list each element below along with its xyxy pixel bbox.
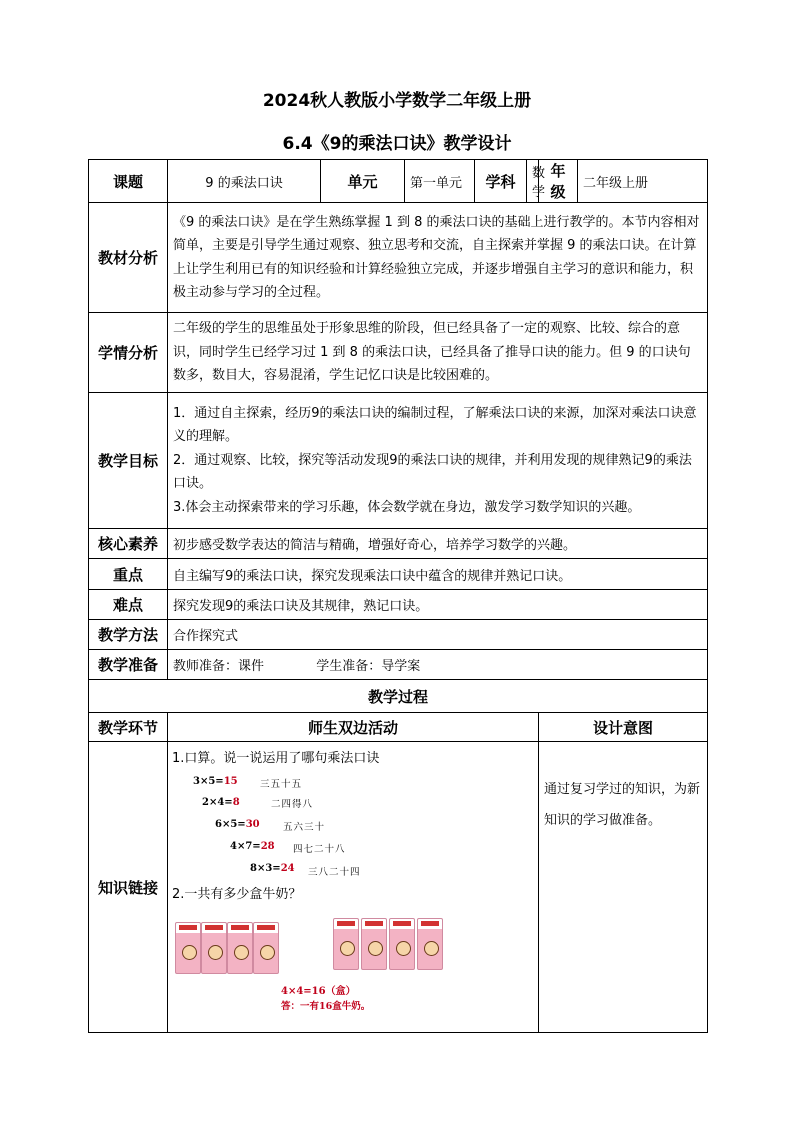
calc-expression: 3×5=15 xyxy=(193,776,238,787)
calc-expression: 8×3=24 xyxy=(250,863,295,874)
document-subtitle: 6.4《9的乘法口诀》教学设计 xyxy=(282,134,512,154)
student-prep: 学生准备：导学案 xyxy=(316,659,421,674)
milk-answer: 答：一有16盒牛奶。 xyxy=(281,1001,371,1012)
milk-box-image xyxy=(175,922,201,974)
lesson-plan-table xyxy=(88,159,708,1033)
calc-answer: 8 xyxy=(232,797,240,808)
students-label: 学情分析 xyxy=(89,313,168,393)
students-text: 二年级的学生的思维虽处于形象思维的阶段，但已经具备了一定的观察、比较、综合的意识，同时学生已经学习过 1 到 8 的乘法口诀，已经具备了推导口诀的能力。但 9 的口诀句数多，数目大，容易混淆，学生记忆口诀是比较困难的。 xyxy=(168,313,708,393)
milk-box-image xyxy=(201,922,227,974)
stage-label: 知识链接 xyxy=(89,742,168,1033)
milk-box-image xyxy=(333,918,359,970)
goal-item: 3.体会主动探索带来的学习乐趣，体会数学就在身边，激发学习数学知识的兴趣。 xyxy=(173,499,641,515)
students-row xyxy=(89,313,708,393)
process-heading-row xyxy=(89,680,708,713)
process-heading: 教学过程 xyxy=(89,680,708,713)
method-text: 合作探究式 xyxy=(168,620,708,650)
knowledge-link-row xyxy=(89,742,708,1033)
calc-answer: 15 xyxy=(223,776,238,787)
calc-chant: 三八二十四 xyxy=(308,867,361,878)
calc-chant: 四七二十八 xyxy=(293,844,346,855)
activity-column-header: 师生双边活动 xyxy=(168,713,539,742)
question-2: 2.一共有多少盒牛奶？ xyxy=(172,887,302,902)
milk-box-image xyxy=(227,922,253,974)
milk-box-image xyxy=(361,918,387,970)
calc-chant: 三五十五 xyxy=(260,779,303,790)
difficult-row xyxy=(89,590,708,620)
prep-label: 教学准备 xyxy=(89,650,168,680)
meta-row xyxy=(89,160,708,203)
key-text: 自主编写9的乘法口诀，探究发现乘法口诀中蕴含的规律并熟记口诀。 xyxy=(168,559,708,590)
topic-value: 9 的乘法口诀 xyxy=(168,160,321,203)
process-columns-row xyxy=(89,713,708,742)
intent-text: 通过复习学过的知识，为新知识的学习做准备。 xyxy=(539,742,708,1033)
calc-expression: 2×4=8 xyxy=(202,797,240,808)
intent-column-header: 设计意图 xyxy=(539,713,708,742)
goals-label: 教学目标 xyxy=(89,393,168,529)
grade-label: 年级 xyxy=(539,160,578,203)
activity-cell xyxy=(168,742,539,1033)
prep-row xyxy=(89,650,708,680)
calc-answer: 28 xyxy=(260,841,275,852)
milk-box-image xyxy=(417,918,443,970)
goals-row xyxy=(89,393,708,529)
milk-box-image xyxy=(253,922,279,974)
stage-column-header: 教学环节 xyxy=(89,713,168,742)
core-text: 初步感受数学表达的简洁与精确，增强好奇心，培养学习数学的兴趣。 xyxy=(168,529,708,559)
key-label: 重点 xyxy=(89,559,168,590)
calc-answer: 30 xyxy=(245,819,260,830)
milk-box-image xyxy=(389,918,415,970)
teacher-prep: 教师准备：课件 xyxy=(173,659,265,674)
calc-expression: 6×5=30 xyxy=(215,819,260,830)
core-row xyxy=(89,529,708,559)
difficult-text: 探究发现9的乘法口诀及其规律，熟记口诀。 xyxy=(168,590,708,620)
calc-chant: 五六三十 xyxy=(283,822,326,833)
textbook-text: 《9 的乘法口诀》是在学生熟练掌握 1 到 8 的乘法口诀的基础上进行教学的。本节内容相对简单，主要是引导学生通过观察、独立思考和交流，自主探索并掌握 9 的乘法口诀。在计算上让学生利用已有的知识经验和计算经验独立完成，并逐步增强自主学习的意识和能力，积极主动参与学习的全过程。 xyxy=(168,203,708,313)
method-label: 教学方法 xyxy=(89,620,168,650)
question-1: 1.口算。说一说运用了哪句乘法口诀 xyxy=(172,751,380,766)
grade-value: 二年级上册 xyxy=(578,160,708,203)
goals-cell xyxy=(168,393,708,529)
goal-item: 2．通过观察、比较，探究等活动发现9的乘法口诀的规律，并利用发现的规律熟记9的乘法口诀。 xyxy=(173,452,692,492)
calc-answer: 24 xyxy=(280,863,295,874)
subject-value: 数学 xyxy=(527,160,539,203)
mental-math-list xyxy=(172,770,534,880)
topic-label: 课题 xyxy=(89,160,168,203)
core-label: 核心素养 xyxy=(89,529,168,559)
milk-boxes-illustration xyxy=(172,906,534,1012)
document-title: 2024秋人教版小学数学二年级上册 xyxy=(262,91,532,111)
prep-cell xyxy=(168,650,708,680)
calc-expression: 4×7=28 xyxy=(230,841,275,852)
calc-chant: 二四得八 xyxy=(271,799,314,810)
textbook-label: 教材分析 xyxy=(89,203,168,313)
unit-label: 单元 xyxy=(321,160,405,203)
difficult-label: 难点 xyxy=(89,590,168,620)
unit-value: 第一单元 xyxy=(405,160,475,203)
subject-label: 学科 xyxy=(475,160,527,203)
textbook-row xyxy=(89,203,708,313)
method-row xyxy=(89,620,708,650)
milk-equation: 4×4=16（盒） xyxy=(281,986,356,997)
goal-item: 1．通过自主探索，经历9的乘法口诀的编制过程，了解乘法口诀的来源，加深对乘法口诀意义的理解。 xyxy=(173,405,697,445)
key-row xyxy=(89,559,708,590)
